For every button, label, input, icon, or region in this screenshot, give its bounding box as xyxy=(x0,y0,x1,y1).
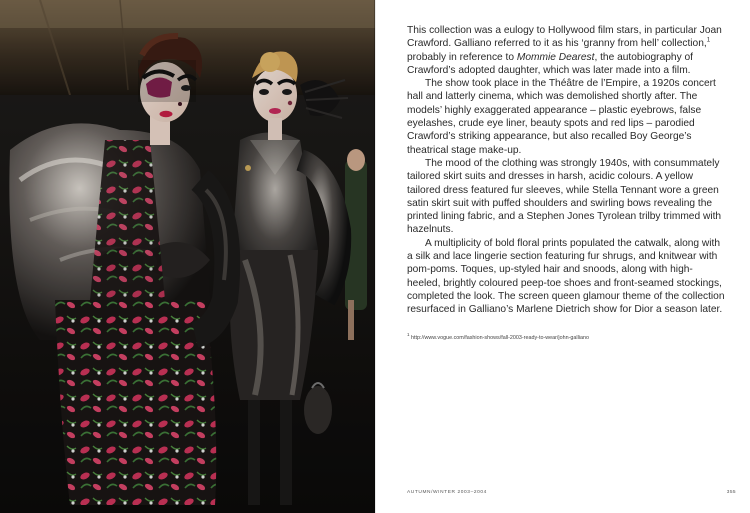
paragraph-3: The mood of the clothing was strongly 1940s, with consummately tailored skirt suits and dresses in harsh, acidic colours. A yellow tailored dress featured fur sleeves, while Stella Tennant wore a green satin skirt suit with puffed shoulders and swirling bows revealing the printed lining fabric, and a Stephen Jones Tyrolean trilby trimmed with hazelnuts. xyxy=(407,157,722,236)
footnote-reference: 1 xyxy=(706,37,711,44)
paragraph-1-part-b: probably in reference to xyxy=(407,51,517,63)
footnote-marker: 1 xyxy=(407,332,410,338)
body-text xyxy=(407,24,725,317)
paragraph-2: The show took place in the Théâtre de l’Empire, a 1920s concert hall and latterly cinema, which was demolished shortly after. The models’ highly exaggerated appearance – plastic eyebrows, false eyelashes, crude eye liner, beauty spots and red lips – parodied Crawford’s striking appearance, but also recalled Boy George’s theatrical stage make-up. xyxy=(407,78,716,156)
running-head: AUTUMN/WINTER 2003–2004 xyxy=(407,490,487,495)
paragraph-1-part-a: This collection was a eulogy to Hollywood film stars, in particular Joan Crawford. Galliano referred to it as his ‘granny from hell’ collection, xyxy=(407,25,722,50)
book-title: Mommie Dearest xyxy=(516,51,595,63)
text-page xyxy=(376,0,750,513)
footnote xyxy=(407,332,725,342)
footnote-url: http://www.vogue.com/fashion-shows/fall-2003-ready-to-wear/john-galliano xyxy=(411,335,589,341)
paragraph-4: A multiplicity of bold floral prints populated the catwalk, along with a silk and lace lingerie section featuring fur shrugs, and knitwear with pom-poms. Toques, up-styled hair and snoods, along with high-heeled, brightly coloured peep-toe shoes and front-seamed stockings, completed the look. The screen queen glamour theme of the collection resurfaced in Galliano’s Marlene Dietrich show for Dior a season later. xyxy=(407,237,725,316)
page-number: 355 xyxy=(726,490,736,495)
paragraph-1-part-c: , the autobiography of Crawford’s adopted daughter, which was later made into a film. xyxy=(407,51,693,76)
paragraph-1 xyxy=(407,24,725,77)
